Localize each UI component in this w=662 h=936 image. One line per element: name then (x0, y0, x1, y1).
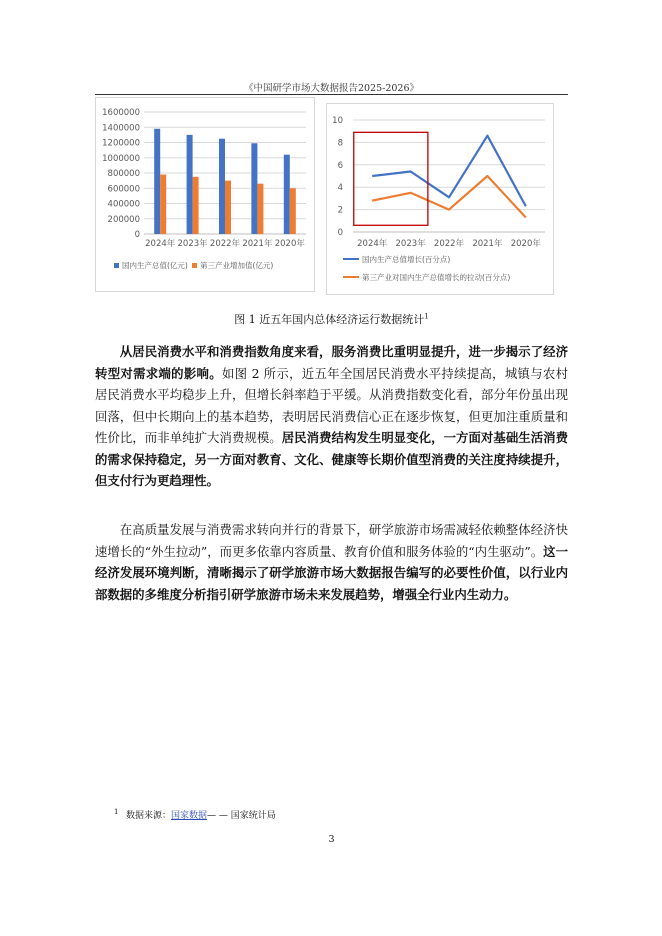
footnote (126, 808, 276, 821)
p2-bold-text: 这一经济发展环境判断，清晰揭示了研学旅游市场大数据报告编写的必要性价值，以行业内部数据的多维度分析指引研学旅游市场未来发展趋势，增强全行业内生动力。 (95, 543, 568, 602)
p1-bold-tail: 居民消费结构发生明显变化，一方面对基础生活消费的需求保持稳定，另一方面对教育、文化、健康等长期价值型消费的关注度持续提升，但支付行为更趋理性。 (95, 430, 569, 488)
x-tick-label: 2024年 (357, 239, 388, 249)
bar (284, 155, 290, 234)
bar (154, 129, 160, 234)
bar (219, 139, 225, 234)
legend-label: 国内生产总值(亿元) (122, 261, 188, 270)
x-tick-label: 2021年 (242, 239, 273, 249)
x-tick-label: 2023年 (177, 239, 208, 249)
line-chart-panel (326, 103, 554, 295)
p1-normal-text: 如图 2 所示，近五年全国居民消费水平持续提高，城镇与农村居民消费水平均稳步上升，但增长斜率趋于平缓。从消费指数变化看，部分年份虽出现回落，但中长期向上的基本趋势，表明居民消费信心正在逐步恢复，但更加注重质量和性价比，而非单纯扩大消费规模。 (95, 365, 569, 445)
footnote-number: 1 (114, 808, 119, 816)
x-tick-label: 2020年 (274, 239, 305, 249)
y-tick-label: 1000000 (102, 153, 140, 164)
x-tick-label: 2022年 (433, 239, 465, 249)
y-tick-label: 2 (337, 205, 343, 216)
bar (251, 143, 257, 234)
legend-swatch (192, 263, 197, 268)
bar-chart (96, 98, 314, 291)
x-tick-label: 2020年 (510, 239, 541, 249)
x-tick-label: 2021年 (472, 239, 503, 249)
legend-label: 第三产业增加值(亿元) (200, 261, 274, 270)
y-tick-label: 1200000 (102, 138, 140, 149)
y-tick-label: 1600000 (102, 108, 140, 118)
line-chart (327, 104, 553, 294)
paragraph-2 (95, 519, 568, 605)
y-tick-label: 200000 (107, 214, 140, 225)
bar-chart-panel (95, 97, 315, 292)
y-tick-label: 0 (337, 228, 343, 238)
footnote-prefix: 数据来源： (126, 811, 172, 821)
bar (193, 177, 199, 234)
figure-caption-text: 图 1 近五年国内总体经济运行数据统计 (234, 313, 425, 326)
x-tick-label: 2023年 (395, 239, 426, 249)
x-tick-label: 2022年 (209, 239, 241, 249)
y-tick-label: 600000 (107, 184, 140, 195)
p2-normal-text: 在高质量发展与消费需求转向并行的背景下，研学旅游市场需减轻依赖整体经济快速增长的“外生拉动”，而更多依靠内容质量、教育价值和服务体验的“内生驱动”。 (95, 522, 568, 559)
legend-label: 国内生产总值增长(百分点) (362, 255, 451, 264)
figure-caption (95, 311, 568, 327)
p1-bold-lead: 从居民消费水平和消费指数角度来看，服务消费比重明显提升，进一步揭示了经济转型对需求端的影响。 (95, 344, 568, 381)
caption-footnote-ref: 1 (424, 312, 429, 321)
y-tick-label: 8 (337, 138, 343, 149)
legend-label: 第三产业对国内生产总值增长的拉动(百分点) (362, 273, 511, 282)
y-tick-label: 6 (337, 160, 343, 171)
footnote-source-link[interactable]: 国家数据 (171, 811, 208, 821)
bar (257, 184, 263, 234)
bar (160, 175, 166, 234)
y-tick-label: 4 (337, 183, 343, 194)
bar (187, 135, 193, 234)
footnote-suffix: — — 国家统计局 (207, 811, 276, 821)
x-tick-label: 2024年 (145, 239, 176, 249)
header-rule (95, 94, 568, 95)
bar (290, 188, 296, 234)
y-tick-label: 400000 (107, 199, 140, 210)
y-tick-label: 800000 (107, 169, 140, 179)
page-number: 3 (328, 834, 335, 845)
highlight-box (354, 132, 428, 225)
bar (225, 181, 231, 234)
y-tick-label: 10 (332, 116, 343, 126)
paragraph-1 (95, 341, 568, 492)
running-header: 《中国研学市场大数据报告2025-2026》 (243, 83, 420, 94)
y-tick-label: 0 (134, 230, 140, 240)
y-tick-label: 1400000 (102, 123, 140, 134)
legend-swatch (114, 263, 119, 268)
